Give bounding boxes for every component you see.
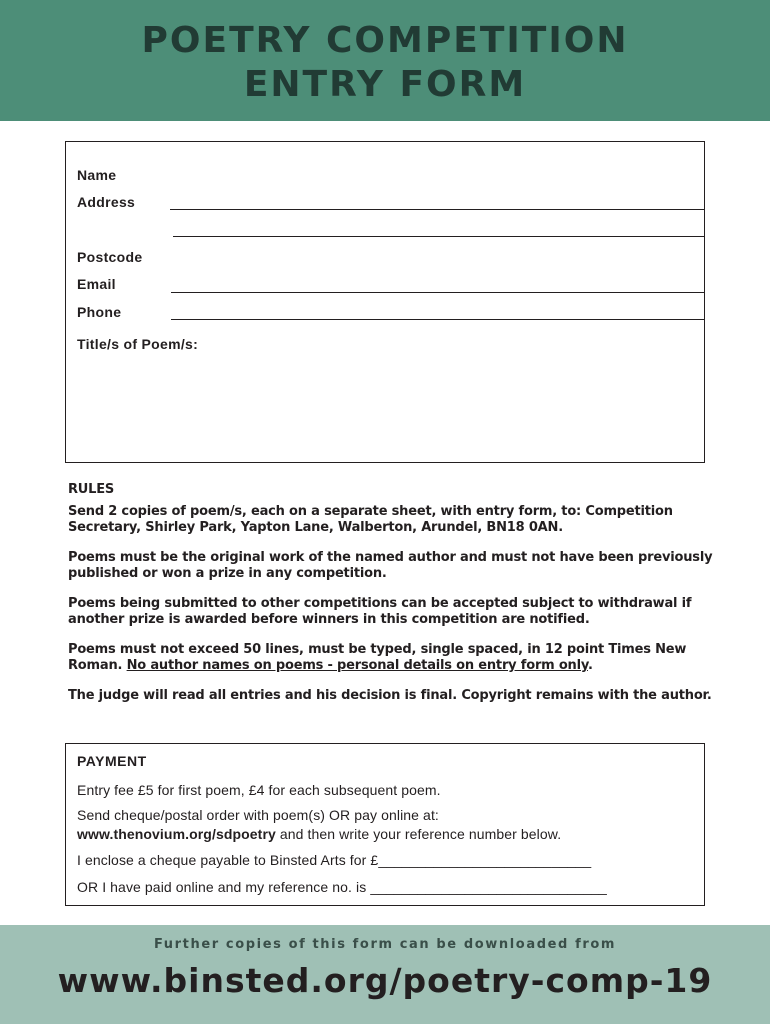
payment-box xyxy=(65,743,705,906)
payment-url-link[interactable]: www.thenovium.org/sdpoetry xyxy=(77,826,276,842)
rule-format xyxy=(68,642,718,674)
rule-judge: The judge will read all entries and his decision is final. Copyright remains with the author. xyxy=(68,688,712,703)
rule-format-text: Poems must not exceed 50 lines, must be typed, single spaced, in 12 point Times New Roman. xyxy=(68,642,687,673)
name-label: Name xyxy=(77,167,117,183)
entry-details-box xyxy=(65,141,705,463)
address-line-1[interactable] xyxy=(170,209,704,210)
payment-url-line xyxy=(77,826,561,842)
phone-line[interactable] xyxy=(171,319,704,320)
payment-cheque-line: I enclose a cheque payable to Binsted Arts for £___________________________ xyxy=(77,852,592,868)
rule-other-competitions: Poems being submitted to other competitions can be accepted subject to withdrawal if another prize is awarded before winners in this competition are notified. xyxy=(68,596,692,627)
rules-section xyxy=(68,482,718,718)
payment-url-after: and then write your reference number below. xyxy=(275,826,562,842)
rule-format-underlined: No author names on poems - personal details on entry form only xyxy=(126,658,588,673)
page-title-line2: ENTRY FORM xyxy=(243,64,527,105)
rule-format-end: . xyxy=(587,658,593,673)
payment-title: PAYMENT xyxy=(77,753,147,769)
postcode-label: Postcode xyxy=(77,249,143,265)
phone-label: Phone xyxy=(77,304,122,320)
payment-online-line: OR I have paid online and my reference no. is ______________________________ xyxy=(77,879,607,895)
footer-note: Further copies of this form can be downloaded from xyxy=(153,937,617,952)
payment-fee: Entry fee £5 for first poem, £4 for each subsequent poem. xyxy=(77,782,441,798)
rules-title: RULES xyxy=(68,482,115,497)
footer-url[interactable]: www.binsted.org/poetry-comp-19 xyxy=(57,961,713,1000)
footer-banner xyxy=(0,925,770,1024)
address-line-2[interactable] xyxy=(173,236,704,237)
page-title-line1: POETRY COMPETITION xyxy=(141,20,629,61)
email-line[interactable] xyxy=(171,292,704,293)
poem-titles-label: Title/s of Poem/s: xyxy=(77,336,199,352)
email-label: Email xyxy=(77,276,116,292)
address-label: Address xyxy=(77,194,136,210)
rule-submission: Send 2 copies of poem/s, each on a separate sheet, with entry form, to: Competition Secretary, Shirley Park, Yapton Lane, Walberton, Arundel, BN18 0AN. xyxy=(68,504,673,535)
rule-original-work: Poems must be the original work of the named author and must not have been previously published or won a prize in any competition. xyxy=(68,550,713,581)
header-banner xyxy=(0,0,770,121)
payment-send: Send cheque/postal order with poem(s) OR pay online at: xyxy=(77,807,439,823)
